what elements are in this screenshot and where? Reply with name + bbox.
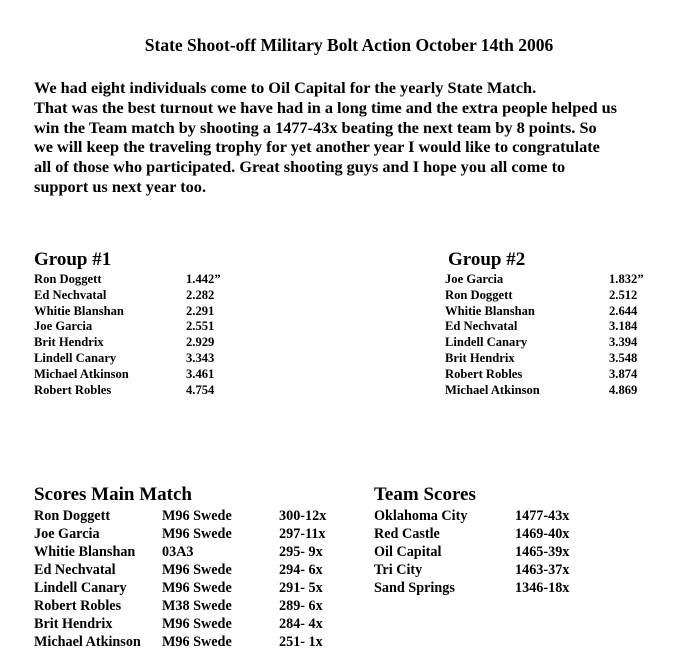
- group-size: 2.644: [609, 303, 638, 318]
- team-score-row: [374, 507, 614, 525]
- shooter-name: Lindell Canary: [34, 580, 127, 596]
- team-name: Red Castle: [374, 526, 440, 542]
- shooter-name: Lindell Canary: [34, 350, 117, 365]
- shooter-name: Brit Hendrix: [34, 335, 104, 350]
- shooter-name: Ed Nechvatal: [34, 562, 116, 578]
- shooter-name: Robert Robles: [34, 382, 112, 397]
- group-size: 2.551: [186, 319, 215, 334]
- group2-row: [445, 288, 665, 304]
- shooter-name: Michael Atkinson: [445, 382, 540, 397]
- shooter-name: Joe Garcia: [34, 526, 100, 542]
- group2-row: [445, 304, 665, 320]
- intro-line: win the Team match by shooting a 1477-43x beating the next team by 8 points. So: [34, 117, 597, 137]
- match-score: 284- 4x: [279, 616, 323, 632]
- group2-heading: Group #2: [448, 249, 526, 270]
- group1-row: [34, 304, 234, 320]
- team-score: 1477-43x: [515, 508, 570, 524]
- group-size: 3.874: [609, 366, 638, 381]
- team-scores-table: [374, 507, 614, 597]
- team-score-row: [374, 561, 614, 579]
- group-size: 2.512: [609, 287, 638, 302]
- group1-row: [34, 351, 234, 367]
- main-match-row: [34, 525, 354, 543]
- group1-row: [34, 383, 234, 399]
- shooter-name: Joe Garcia: [34, 319, 93, 334]
- intro-line: We had eight individuals come to Oil Capital for the yearly State Match.: [34, 78, 537, 97]
- page-title: State Shoot-off Military Bolt Action October 14th 2006: [144, 35, 554, 55]
- shooter-name: Michael Atkinson: [34, 366, 129, 381]
- group1-row: [34, 367, 234, 383]
- group2-row: [445, 383, 665, 399]
- main-match-row: [34, 633, 354, 651]
- team-score-row: [374, 579, 614, 597]
- intro-line: That was the best turnout we have had in a long time and the extra people helped us: [34, 97, 618, 117]
- main-match-row: [34, 615, 354, 633]
- match-score: 291- 5x: [279, 580, 323, 596]
- shooter-name: Joe Garcia: [445, 272, 504, 286]
- team-score: 1346-18x: [515, 580, 570, 596]
- group-size: 2.282: [186, 287, 215, 302]
- team-score-row: [374, 543, 614, 561]
- shooter-name: Ron Doggett: [34, 508, 111, 524]
- group-size: 3.394: [609, 335, 638, 350]
- main-match-row: [34, 543, 354, 561]
- team-name: Oil Capital: [374, 544, 442, 560]
- shooter-name: Michael Atkinson: [34, 634, 141, 650]
- group1-row: [34, 288, 234, 304]
- group-size: 1.442”: [186, 272, 221, 286]
- match-score: 289- 6x: [279, 598, 323, 614]
- group1-list: [34, 272, 234, 398]
- shooter-name: Whitie Blanshan: [34, 303, 124, 318]
- group2-row: [445, 319, 665, 335]
- rifle-name: M96 Swede: [162, 580, 232, 596]
- group2-list: [445, 272, 665, 398]
- shooter-name: Whitie Blanshan: [34, 544, 136, 560]
- team-name: Oklahoma City: [374, 508, 468, 524]
- group2-row: [445, 335, 665, 351]
- rifle-name: M96 Swede: [162, 616, 232, 632]
- group-size: 4.754: [186, 382, 215, 397]
- group-size: 3.343: [186, 350, 215, 365]
- group1-heading: Group #1: [34, 249, 112, 270]
- intro-paragraph: [34, 78, 694, 197]
- intro-line: support us next year too.: [34, 176, 207, 196]
- group2-row: [445, 351, 665, 367]
- main-match-row: [34, 561, 354, 579]
- group-size: 2.929: [186, 335, 215, 350]
- shooter-name: Ron Doggett: [34, 272, 102, 286]
- match-score: 297-11x: [279, 526, 326, 542]
- rifle-name: M96 Swede: [162, 508, 232, 524]
- shooter-name: Ed Nechvatal: [34, 287, 107, 302]
- main-match-row: [34, 597, 354, 615]
- team-scores-heading: Team Scores: [374, 484, 476, 505]
- shooter-name: Brit Hendrix: [445, 350, 515, 365]
- team-score: 1463-37x: [515, 562, 570, 578]
- shooter-name: Whitie Blanshan: [445, 303, 535, 318]
- team-score-row: [374, 525, 614, 543]
- group2-row: [445, 367, 665, 383]
- match-score: 251- 1x: [279, 634, 323, 650]
- shooter-name: Robert Robles: [34, 598, 122, 614]
- group1-row: [34, 335, 234, 351]
- group2-row: [445, 272, 665, 288]
- group-size: 1.832”: [609, 272, 644, 286]
- rifle-name: M38 Swede: [162, 598, 232, 614]
- rifle-name: M96 Swede: [162, 634, 232, 650]
- shooter-name: Brit Hendrix: [34, 616, 113, 632]
- shooter-name: Ed Nechvatal: [445, 319, 518, 334]
- team-name: Sand Springs: [374, 580, 455, 596]
- main-match-heading: Scores Main Match: [34, 484, 192, 505]
- shooter-name: Robert Robles: [445, 366, 523, 381]
- match-score: 295- 9x: [279, 544, 323, 560]
- rifle-name: M96 Swede: [162, 562, 232, 578]
- main-match-row: [34, 507, 354, 525]
- group-size: 4.869: [609, 382, 638, 397]
- shooter-name: Lindell Canary: [445, 335, 528, 350]
- rifle-name: 03A3: [162, 544, 194, 560]
- group1-row: [34, 272, 234, 288]
- team-score: 1465-39x: [515, 544, 570, 560]
- main-match-row: [34, 579, 354, 597]
- group-size: 3.548: [609, 350, 638, 365]
- group-size: 3.184: [609, 319, 638, 334]
- group-size: 3.461: [186, 366, 215, 381]
- team-score: 1469-40x: [515, 526, 570, 542]
- intro-line: we will keep the traveling trophy for yet another year I would like to congratulate: [34, 137, 600, 157]
- intro-line: all of those who participated. Great shooting guys and I hope you all come to: [34, 157, 566, 177]
- rifle-name: M96 Swede: [162, 526, 232, 542]
- group1-row: [34, 319, 234, 335]
- main-match-table: [34, 507, 354, 651]
- shooter-name: Ron Doggett: [445, 287, 513, 302]
- team-name: Tri City: [374, 562, 423, 578]
- group-size: 2.291: [186, 303, 215, 318]
- match-score: 300-12x: [279, 508, 327, 524]
- match-score: 294- 6x: [279, 562, 323, 578]
